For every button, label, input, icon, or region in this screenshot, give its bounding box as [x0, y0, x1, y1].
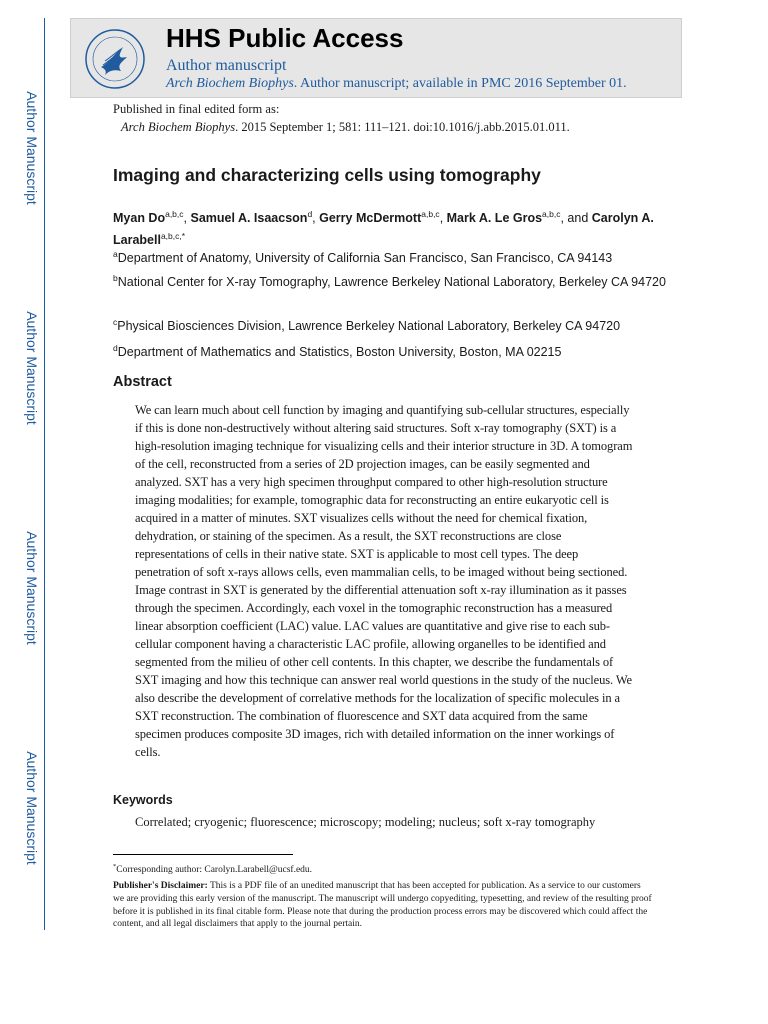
- published-details: . 2015 September 1; 581: 111–121. doi:10.1016/j.abb.2015.01.011.: [235, 120, 570, 134]
- sidebar-label: Author Manuscript: [24, 311, 40, 425]
- author-sep: ,: [183, 211, 191, 226]
- author-sep: , and: [560, 211, 592, 226]
- author-sup: a,b,c: [542, 209, 561, 219]
- header-banner: [70, 18, 682, 98]
- footnote-mark: *: [113, 863, 117, 870]
- affiliation-text: Department of Anatomy, University of California San Francisco, San Francisco, CA 94143: [117, 251, 613, 266]
- affiliation: [113, 269, 673, 291]
- affiliation-text: Physical Biosciences Division, Lawrence Berkeley National Laboratory, Berkeley CA 94720: [117, 319, 621, 334]
- author-sup: d: [307, 209, 313, 219]
- sidebar-label: Author Manuscript: [24, 531, 40, 645]
- published-journal: Arch Biochem Biophys: [121, 120, 236, 134]
- abstract-text: We can learn much about cell function by imaging and quantifying sub-cellular structures, especially if this is done non-destructively without altering said structures. Soft x-ray tomography (SXT) is a high-resolution imaging technique for visualizing cells and their interior structure in 3D. A tomogram of the cell, reconstructed from a series of 2D projection images, can be easily segmented and analyzed. SXT has a very high specimen throughput compared to other high-resolution structure imaging modalities; for example, tomographic data for reconstructing an entire eukaryotic cell is acquired in a matter of minutes. SXT visualizes cells without the need for chemical fixation, dehydration, or staining of the specimen. As a result, the SXT reconstructions are close representations of cells in their native state. SXT is applicable to most cell types. The deep penetration of soft x-rays allows cells, even mammalian cells, to be imaged without being sectioned. Image contrast in SXT is generated by the differential attenuation soft x-ray illumination as it passes through the specimen. Accordingly, each voxel in the tomographic reconstruction has a measured linear absorption coefficient (LAC) value. LAC values are quantitative and give rise to each sub-cellular component having a characteristic LAC profile, allowing organelles to be identified and segmented from the milieu of other cell contents. In this chapter, we describe the fundamentals of SXT imaging and how this technique can answer real world questions in the study of the nucleus. We also describe the development of correlative methods for the localization of specific molecules in a SXT reconstruction. The combination of fluorescence and SXT data acquired from the same specimen produces composite 3D images, rich with detailed information on the inner workings of cells.: [135, 403, 633, 759]
- sidebar-label: Author Manuscript: [24, 751, 40, 865]
- header-title: HHS Public Access: [166, 23, 404, 53]
- header-subtitle: Author manuscript: [166, 57, 287, 74]
- affiliation-sup: a: [113, 249, 118, 259]
- affiliation-sup: b: [113, 273, 118, 283]
- affiliation: [113, 339, 673, 361]
- affiliation-sup: c: [113, 317, 118, 327]
- author-list: [113, 205, 673, 249]
- affiliation-text: National Center for X-ray Tomography, Lawrence Berkeley National Laboratory, Berkeley CA 94720: [117, 275, 666, 290]
- journal-name: Arch Biochem Biophys: [166, 76, 294, 91]
- publisher-disclaimer: [113, 880, 653, 931]
- footnote-divider: [113, 854, 293, 855]
- keywords-text: Correlated; cryogenic; fluorescence; microscopy; modeling; nucleus; soft x-ray tomography: [135, 815, 596, 829]
- hhs-eagle-logo-icon: [83, 27, 147, 91]
- published-in: [113, 100, 570, 136]
- author-name: Mark A. Le Gros: [446, 211, 543, 226]
- author-sup: a,b,c,*: [160, 231, 186, 242]
- published-citation: [113, 118, 570, 136]
- author-sup: a,b,c: [165, 209, 184, 219]
- affiliation-sup: d: [113, 343, 118, 353]
- published-label: Published in final edited form as:: [113, 102, 280, 116]
- disclaimer-label: Publisher's Disclaimer:: [113, 881, 208, 891]
- corresponding-author-text: Corresponding author: Carolyn.Larabell@ucsf.edu.: [116, 865, 313, 876]
- corresponding-author-note: [113, 863, 312, 875]
- availability-text: . Author manuscript; available in PMC 2016 September 01.: [293, 76, 627, 91]
- keywords-heading: Keywords: [113, 793, 173, 807]
- author-name: Carolyn A. Larabell: [113, 211, 654, 248]
- author-name: Gerry McDermott: [319, 211, 422, 226]
- abstract-heading: Abstract: [113, 374, 172, 390]
- sidebar-label: Author Manuscript: [24, 91, 40, 205]
- disclaimer-text: This is a PDF file of an unedited manuscript that has been accepted for publication. As a service to our customers we are providing this early version of the manuscript. The manuscript will undergo copyediting, typesetting, and review of the resulting proof before it is published in its final citable form. Please note that during the production process errors may be discovered which could affect the content, and all legal disclaimers that apply to the journal pertain.: [113, 881, 652, 930]
- sidebar-rule: [44, 18, 45, 930]
- header-journal-line: [166, 76, 627, 92]
- article-title: Imaging and characterizing cells using tomography: [113, 165, 541, 185]
- affiliation-text: Department of Mathematics and Statistics, Boston University, Boston, MA 02215: [117, 345, 562, 360]
- author-name: Myan Do: [113, 211, 166, 226]
- author-sup: a,b,c: [421, 209, 440, 219]
- author-sep: ,: [312, 211, 320, 226]
- author-name: Samuel A. Isaacson: [190, 211, 308, 226]
- author-sep: ,: [439, 211, 447, 226]
- affiliation: [113, 313, 673, 335]
- affiliation: [113, 245, 673, 267]
